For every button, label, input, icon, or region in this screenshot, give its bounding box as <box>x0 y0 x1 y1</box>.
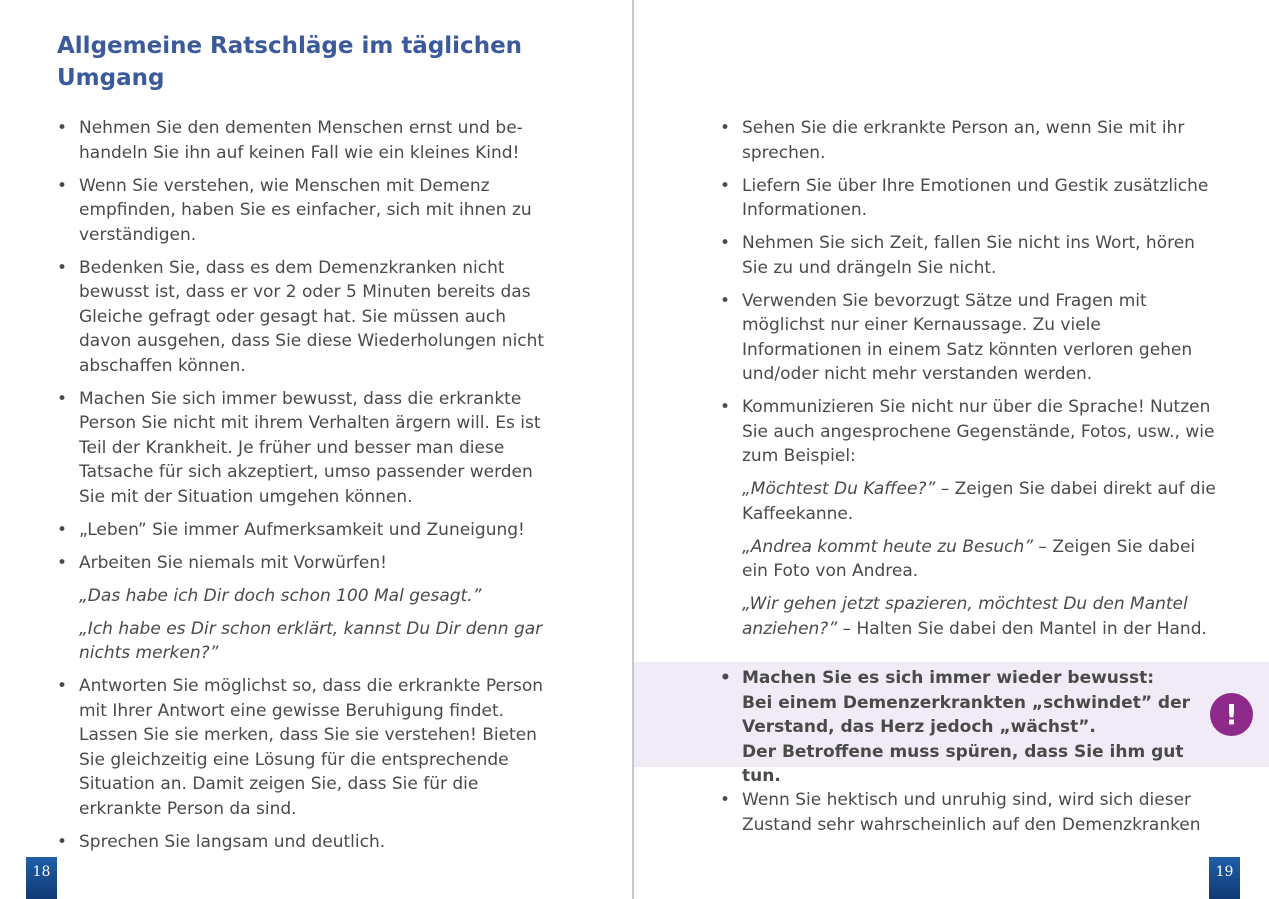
example-quote <box>720 592 1220 641</box>
quote-italic: „Das habe ich Dir doch schon 100 Mal gesagt.” <box>79 585 482 606</box>
bullet-icon: • <box>720 290 731 311</box>
quote-italic: „Möchtest Du Kaffee?” <box>742 479 936 499</box>
list-item-text: Sehen Sie die erkrankte Person an, wenn Sie mit ihr sprechen. <box>742 118 1185 163</box>
right-advice-list <box>720 116 1220 650</box>
bullet-icon: • <box>720 397 731 417</box>
quote-italic: „Andrea kommt heute zu Besuch” <box>742 536 1034 557</box>
quote-rest: – Zeigen Sie dabei direkt auf die Kaffeekanne. <box>742 479 1216 524</box>
bullet-icon: • <box>57 519 68 540</box>
list-item <box>57 518 557 543</box>
list-item-text: Nehmen Sie sich Zeit, fallen Sie nicht ins Wort, hören Sie zu und drängeln Sie nicht. <box>742 233 1195 278</box>
list-item-text: Wenn Sie verstehen, wie Menschen mit Demenz empfinden, haben Sie es einfacher, sich mit ihnen zu verständigen. <box>79 175 532 245</box>
list-item <box>720 289 1220 387</box>
right-advice-list-continued <box>720 788 1220 846</box>
callout-line: Bei einem Demenzerkrankten „schwindet” der Verstand, das Herz jedoch „wächst”. <box>742 692 1191 737</box>
quote-italic: „Wir gehen jetzt spazieren, möchtest Du den Mantel anziehen?” <box>742 594 1188 639</box>
bullet-icon: • <box>57 175 68 196</box>
bullet-icon: • <box>720 233 731 253</box>
list-item-text: Sprechen Sie langsam und deutlich. <box>79 831 386 852</box>
list-item <box>720 116 1220 165</box>
list-item-text: Verwenden Sie bevorzugt Sätze und Fragen mit möglichst nur einer Kernaussage. Zu viele Informationen in einem Satz könnten verloren gehen und/oder nicht mehr verstanden werden. <box>742 290 1193 384</box>
example-quote <box>57 584 557 609</box>
callout-box <box>634 662 1269 786</box>
left-page <box>0 0 632 899</box>
list-item-text: Wenn Sie hektisch und unruhig sind, wird sich dieser Zustand sehr wahrscheinlich auf den Demenzkranken <box>742 790 1201 835</box>
bullet-icon: • <box>57 257 68 278</box>
list-item <box>57 387 557 510</box>
page-number-left: 18 <box>26 857 57 899</box>
list-item <box>57 551 557 576</box>
exclamation-icon: ! <box>1210 693 1253 736</box>
page-number-right: 19 <box>1209 857 1240 899</box>
list-item <box>720 174 1220 223</box>
bullet-icon: • <box>57 676 68 696</box>
list-item-text: Kommunizieren Sie nicht nur über die Sprache! Nutzen Sie auch angesprochene Gegenstände, Fotos, usw., wie zum Beispiel: <box>742 397 1215 466</box>
page-heading: Allgemeine Ratschläge im täglichen Umgang <box>57 33 523 91</box>
list-item <box>57 256 557 379</box>
bullet-icon: • <box>57 388 68 409</box>
quote-italic: „Ich habe es Dir schon erklärt, kannst Du Dir denn gar nichts merken?” <box>79 618 543 663</box>
list-item <box>720 395 1220 469</box>
list-item <box>57 116 557 165</box>
left-advice-list <box>57 116 557 863</box>
list-item <box>720 231 1220 280</box>
list-item-text: „Leben” Sie immer Aufmerksamkeit und Zuneigung! <box>79 519 525 540</box>
list-item-text: Nehmen Sie den dementen Menschen ernst und be-handeln Sie ihn auf keinen Fall wie ein kleines Kind! <box>79 118 523 163</box>
callout-line: Der Betroffene muss spüren, dass Sie ihm gut tun. <box>742 741 1184 786</box>
bullet-icon: • <box>57 552 68 573</box>
bullet-icon: • <box>57 831 68 852</box>
list-item <box>57 830 557 855</box>
list-item <box>57 674 557 821</box>
example-quote <box>720 535 1220 584</box>
quote-rest: – Zeigen Sie dabei ein Foto von Andrea. <box>742 536 1196 581</box>
list-item <box>720 788 1220 837</box>
list-item-text: Liefern Sie über Ihre Emotionen und Gestik zusätzliche Informationen. <box>742 175 1209 220</box>
callout-line: Machen Sie es sich immer wieder bewusst: <box>742 668 1155 688</box>
example-quote <box>57 617 557 666</box>
quote-rest: – Halten Sie dabei den Mantel in der Hand. <box>837 618 1207 639</box>
callout-bullet: • <box>720 668 731 688</box>
list-item <box>57 174 557 248</box>
list-item-text: Antworten Sie möglichst so, dass die erkrankte Person mit Ihrer Antwort eine gewisse Beruhigung findet. Lassen Sie sie merken, dass Sie sie verstehen! Bieten Sie gleichzeitig eine Lösung für die entsprechende Situation an. Damit zeigen Sie, dass Sie für die erkrankte Person da sind. <box>79 676 544 819</box>
list-item-text: Arbeiten Sie niemals mit Vorwürfen! <box>79 552 387 573</box>
bullet-icon: • <box>57 118 68 138</box>
bullet-icon: • <box>720 790 731 810</box>
bullet-icon: • <box>720 175 731 196</box>
example-quote <box>720 477 1220 526</box>
callout-text <box>720 666 1222 789</box>
list-item-text: Bedenken Sie, dass es dem Demenzkranken nicht bewusst ist, dass er vor 2 oder 5 Minuten bereits das Gleiche gefragt oder gesagt hat. Sie müssen auch davon ausgehen, dass Sie diese Wiederholungen nicht abschaffen können. <box>79 257 545 376</box>
list-item-text: Machen Sie sich immer bewusst, dass die erkrankte Person Sie nicht mit ihrem Verhalten ärgern will. Es ist Teil der Krankheit. Je früher und besser man diese Tatsache für sich akzeptiert, umso passender werden Sie mit der Situation umgehen können. <box>79 388 541 507</box>
bullet-icon: • <box>720 118 731 138</box>
